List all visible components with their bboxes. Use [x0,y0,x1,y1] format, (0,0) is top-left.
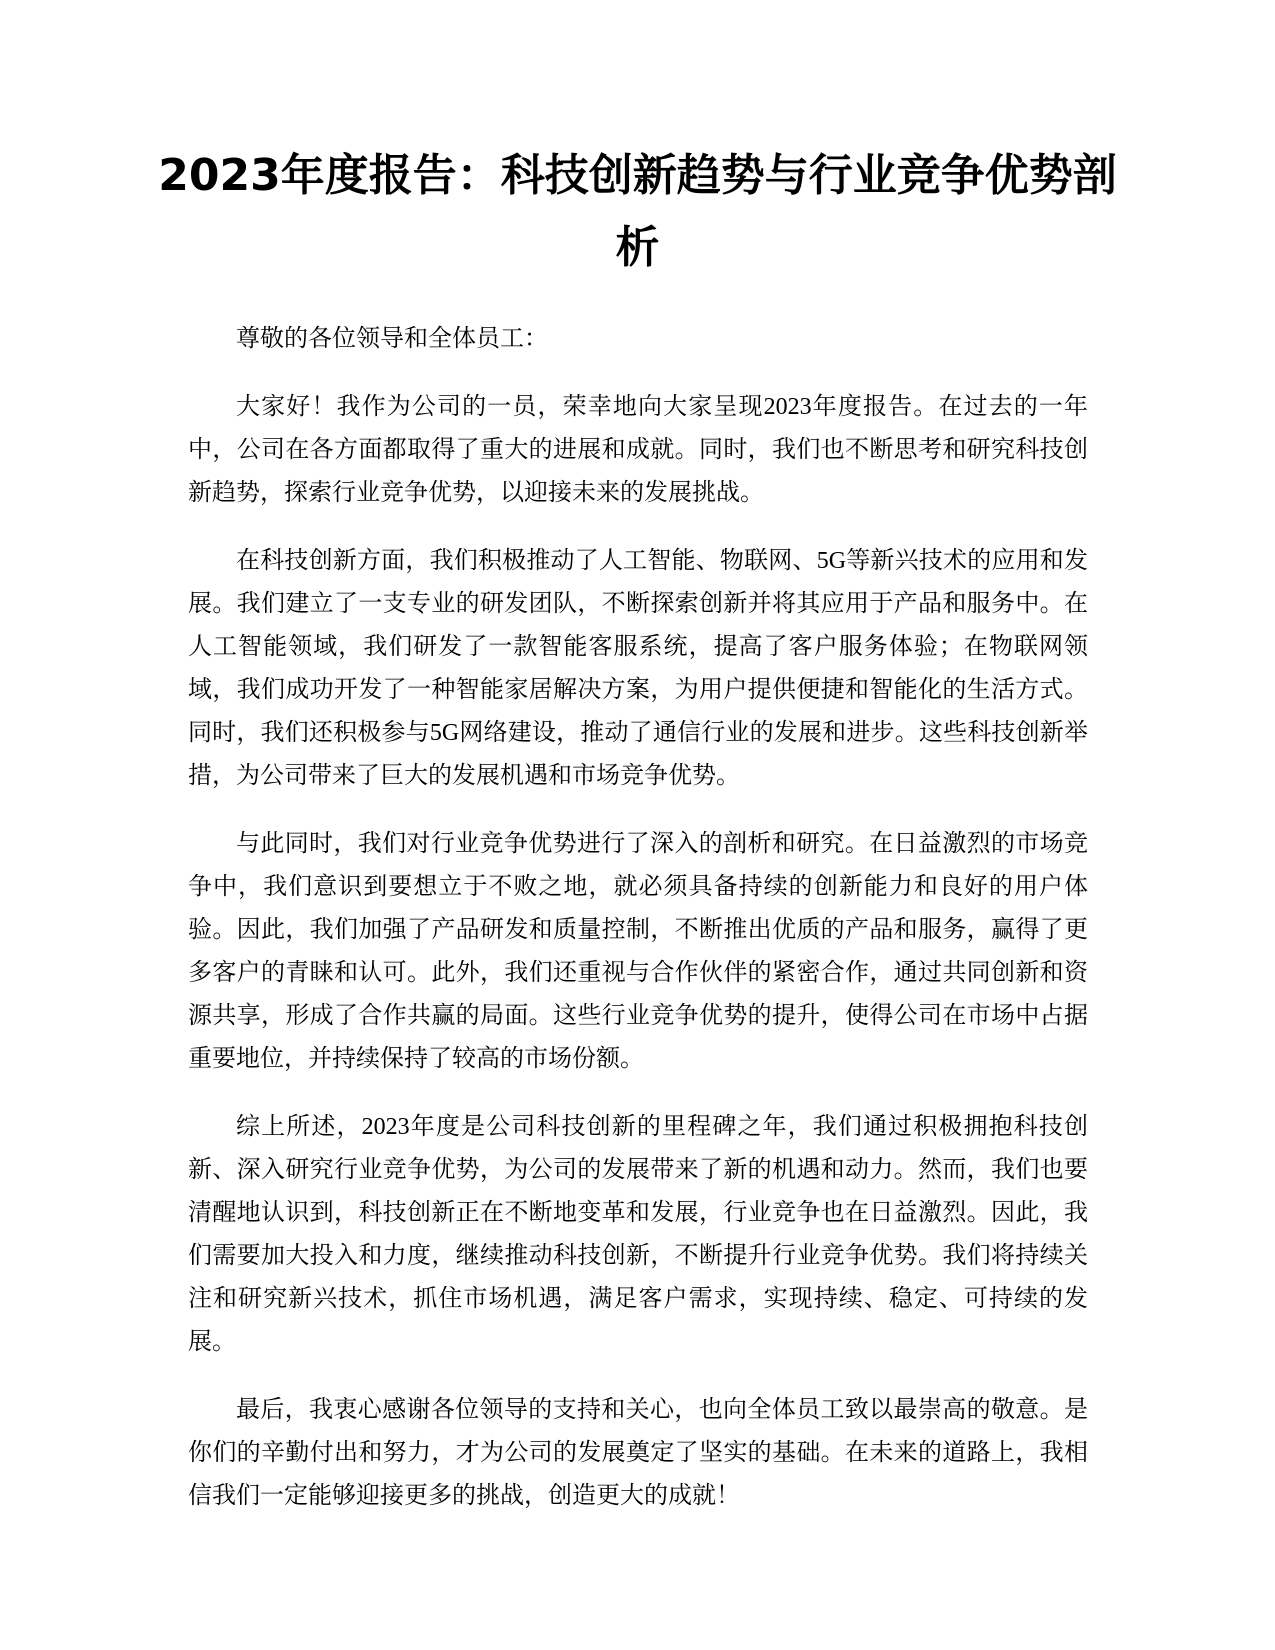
document-title: 2023年度报告：科技创新趋势与行业竞争优势剖析 [158,150,1117,273]
document-body [188,318,1088,1543]
salutation: 尊敬的各位领导和全体员工： [236,326,548,352]
paragraph-intro: 大家好！我作为公司的一员，荣幸地向大家呈现2023年度报告。在过去的一年中，公司在各方面都取得了重大的进展和成就。同时，我们也不断思考和研究科技创新趋势，探索行业竞争优势，以迎接未来的发展挑战。 [188,394,1088,506]
paragraph-competitive-advantage: 与此同时，我们对行业竞争优势进行了深入的剖析和研究。在日益激烈的市场竞争中，我们意识到要想立于不败之地，就必须具备持续的创新能力和良好的用户体验。因此，我们加强了产品研发和质量控制，不断推出优质的产品和服务，赢得了更多客户的青睐和认可。此外，我们还重视与合作伙伴的紧密合作，通过共同创新和资源共享，形成了合作共赢的局面。这些行业竞争优势的提升，使得公司在市场中占据重要地位，并持续保持了较高的市场份额。 [188,831,1088,1072]
paragraph-summary: 综上所述，2023年度是公司科技创新的里程碑之年，我们通过积极拥抱科技创新、深入研究行业竞争优势，为公司的发展带来了新的机遇和动力。然而，我们也要清醒地认识到，科技创新正在不断地变革和发展，行业竞争也在日益激烈。因此，我们需要加大投入和力度，继续推动科技创新，不断提升行业竞争优势。我们将持续关注和研究新兴技术，抓住市场机遇，满足客户需求，实现持续、稳定、可持续的发展。 [188,1114,1088,1355]
paragraph-closing: 最后，我衷心感谢各位领导的支持和关心，也向全体员工致以最崇高的敬意。是你们的辛勤付出和努力，才为公司的发展奠定了坚实的基础。在未来的道路上，我相信我们一定能够迎接更多的挑战，创造更大的成就！ [188,1397,1088,1509]
paragraph-tech-innovation: 在科技创新方面，我们积极推动了人工智能、物联网、5G等新兴技术的应用和发展。我们建立了一支专业的研发团队，不断探索创新并将其应用于产品和服务中。在人工智能领域，我们研发了一款智能客服系统，提高了客户服务体验；在物联网领域，我们成功开发了一种智能家居解决方案，为用户提供便捷和智能化的生活方式。同时，我们还积极参与5G网络建设，推动了通信行业的发展和进步。这些科技创新举措，为公司带来了巨大的发展机遇和市场竞争优势。 [188,548,1088,789]
